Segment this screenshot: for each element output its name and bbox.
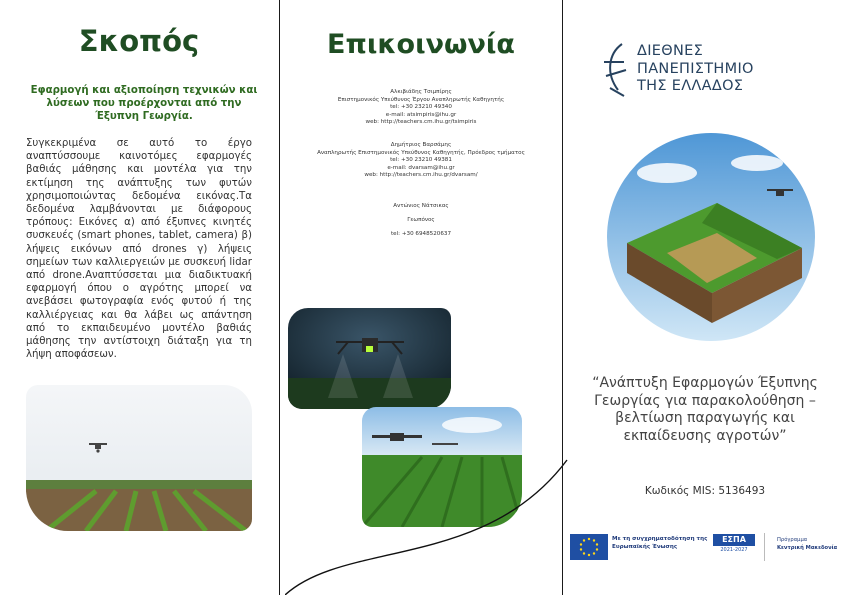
contact-tel: tel: +30 23210 49340 [390, 104, 452, 111]
scope-heading: Σκοπός [78, 24, 200, 58]
contact-tel: tel: +30 23210 49381 [390, 157, 452, 164]
university-name [637, 43, 754, 96]
university-line: ΔΙΕΘΝΕΣ [637, 43, 704, 59]
contact-name: Δημήτριος Βαρσάμης [390, 142, 452, 148]
contact-email[interactable]: e-mail: dvarsam@ihu.gr [387, 164, 455, 171]
contact-name: Αλκιβιάδης Τσιμπίρης [390, 89, 452, 95]
contact-email[interactable]: e-mail: atsimpiris@ihu.gr [385, 111, 457, 118]
university-line: ΤΗΣ ΕΛΛΑΔΟΣ [637, 78, 744, 94]
program-label [777, 536, 837, 553]
contact-role: Επιστημονικός Υπεύθυνος Έργου Αναπληρωτής Καθηγητής [337, 96, 505, 103]
project-title: “Ανάπτυξη Εφαρμογών Έξυπνης Γεωργίας για παρακολούθηση – βελτίωση παραγωγής και εκπαίδευσης αγροτών” [592, 375, 818, 444]
espa-logo [713, 534, 755, 560]
contact-role: Αναπληρωτής Επιστημονικός Υπεύθυνος Καθηγητής, Πρόεδρος τμήματος [317, 149, 525, 156]
spraying-drone-photo [288, 308, 451, 409]
logo-separator [764, 533, 765, 561]
decorative-curve [285, 420, 570, 595]
contact-name: Αντώνιος Νάτσικας [393, 203, 449, 209]
espa-label: ΕΣΠΑ [713, 534, 755, 546]
program-name: Κεντρική Μακεδονία [777, 545, 838, 552]
contact-web[interactable]: web: http://teachers.cm.ihu.gr/dvarsam/ [364, 172, 478, 179]
eu-flag-icon [570, 534, 608, 560]
mis-code: Κωδικός MIS: 5136493 [644, 485, 766, 497]
contact-person-1 [281, 89, 561, 127]
contact-person-3 [281, 199, 561, 241]
smart-farm-globe-image [607, 133, 815, 341]
contact-role: Γεωπόνος [407, 217, 435, 223]
program-caption: Πρόγραμμα [777, 537, 808, 543]
column-divider-1 [279, 0, 280, 595]
university-logo-icon [600, 40, 630, 102]
contact-web[interactable]: web: http://teachers.cm.ihu.gr/tsimpiris [365, 119, 477, 126]
contact-heading: Επικοινωνία [327, 29, 515, 60]
drone-field-photo [26, 385, 252, 531]
scope-intro: Εφαρμογή και αξιοποίηση τεχνικών και λύσεων που προέρχονται από την Έξυπνη Γεωργία. [30, 85, 258, 122]
scope-body: Συγκεκριμένα σε αυτό το έργο αναπτύσσουμε καινοτόμες εφαρμογές βαθιάς μάθησης και μοντέλα για την εκτίμηση της ανάπτυξης των φυτών χρησιμοποιώντας δεδομένα εικόνας.Τα δεδομένα λαμβάνονται με διάφορους τρόπους: Εικόνες α) από έξυπνες κινητές συσκευές (smart phones, tablet, camera) β) λήψεις εικόνων από drones γ) λήψεις σημείων των καλλιεργειών με συσκευή lidar από drone.Αναπτύσσεται μια διαδικτυακή εφαρμογή όπου ο αγρότης μπορεί να ανεβάσει φωτογραφία ενός φυτού ή της καλλιέργειας και θα λάβει ως απάντηση από το εκπαιδευμένο μοντέλο βαθιάς μάθησης την αντίστοιχη διάταξη για τη λήψη αποφάσεων. [26, 138, 252, 361]
university-line: ΠΑΝΕΠΙΣΤΗΜΙΟ [637, 60, 754, 77]
contact-tel: tel: +30 6948520637 [390, 231, 452, 237]
contact-person-2 [281, 142, 561, 180]
espa-years: 2021-2027 [720, 547, 748, 553]
eu-cofunding-text: Με τη συγχρηματοδότηση της Ευρωπαϊκής Ένωσης [612, 536, 708, 550]
